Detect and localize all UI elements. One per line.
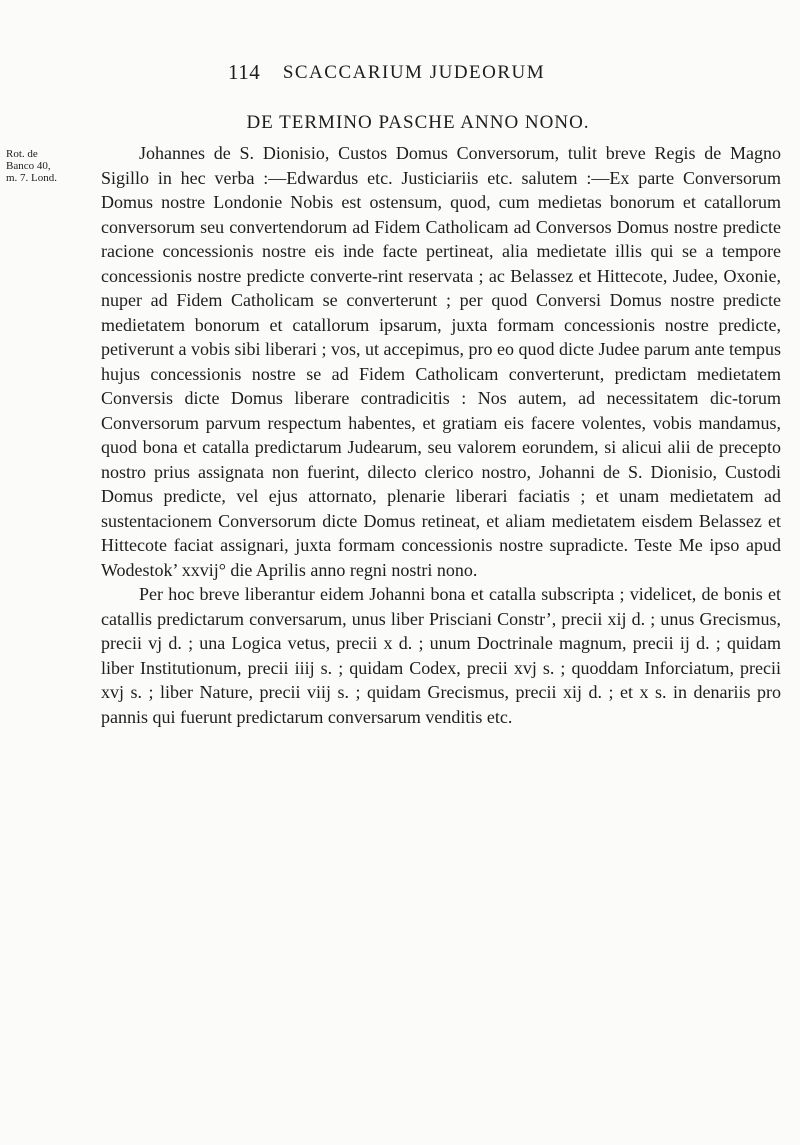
running-title: SCACCARIUM JUDEORUM: [282, 62, 546, 83]
margin-note-line: m. 7. Lond.: [6, 172, 58, 184]
margin-note-line: Banco 40,: [6, 160, 51, 172]
body-text: [101, 141, 781, 729]
section-heading: DE TERMINO PASCHE ANNO NONO.: [246, 112, 590, 133]
paragraph: Per hoc breve liberantur eidem Johanni bona et catalla subscripta ; videlicet, de bonis et catallis predictarum conversarum, unus liber Prisciani Constr’, precii xij d. ; unus Grecismus, precii vj d. ; una Logica vetus, precii x d. ; unum Doctrinale magnum, precii ij d. ; quidam liber Institutionum, precii iiij s. ; quidam Codex, precii xvj s. ; quoddam Inforciatum, precii xvj s. ; liber Nature, precii viij s. ; quidam Grecismus, precii xij d. ; et x s. in denariis pro pannis qui fuerunt predictarum conversarum venditis etc.: [101, 584, 781, 727]
marginal-reference: [6, 148, 90, 184]
margin-note-line: Rot. de: [6, 148, 38, 160]
paragraph: Johannes de S. Dionisio, Custos Domus Conversorum, tulit breve Regis de Magno Sigillo in hec verba :—Edwardus etc. Justiciariis etc. salutem :—Ex parte Conversorum Domus nostre Londonie Nobis est ostensum, quod, cum medietas bonorum et catallorum conversorum seu convertendorum ad Fidem Catholicam ad Conversos Domus nostre predicte racione concessionis nostre eis inde facte pertineat, alia medietate illis qui se a tempore concessionis nostre predicte converte-rint reservata ; ac Belassez et Hittecote, Judee, Oxonie, nuper ad Fidem Catholicam se converterunt ; per quod Conversi Domus nostre predicte medietatem bonorum et catallorum ipsarum, juxta formam concessionis nostre predicte, petiverunt a vobis sibi liberari ; vos, ut accepimus, pro eo quod dicte Judee parum ante tempus hujus concessionis nostre se ad Fidem Catholicam converterunt, predictam medietatem Conversis dicte Domus liberare contradicitis : Nos autem, ad necessitatem dic-torum Conversorum parvum respectum habentes, et gratiam eis facere volentes, vobis mandamus, quod bona et catalla predictarum Judearum, seu valorem eorundem, si alicui alii de precepto nostro prius assignata non fuerint, dilecto clerico nostro, Johanni de S. Dionisio, Custodi Domus predicte, vel ejus attornato, plenarie liberari faciatis ; et unam medietatem ad sustentacionem Conversorum dicte Domus retineat, et aliam medietatem eisdem Belassez et Hittecote faciat assignari, juxta formam concessionis nostre supradicte. Teste Me ipso apud Wodestok’ xxvij° die Aprilis anno regni nostri nono.: [101, 143, 781, 580]
page-number: 114: [228, 60, 261, 84]
